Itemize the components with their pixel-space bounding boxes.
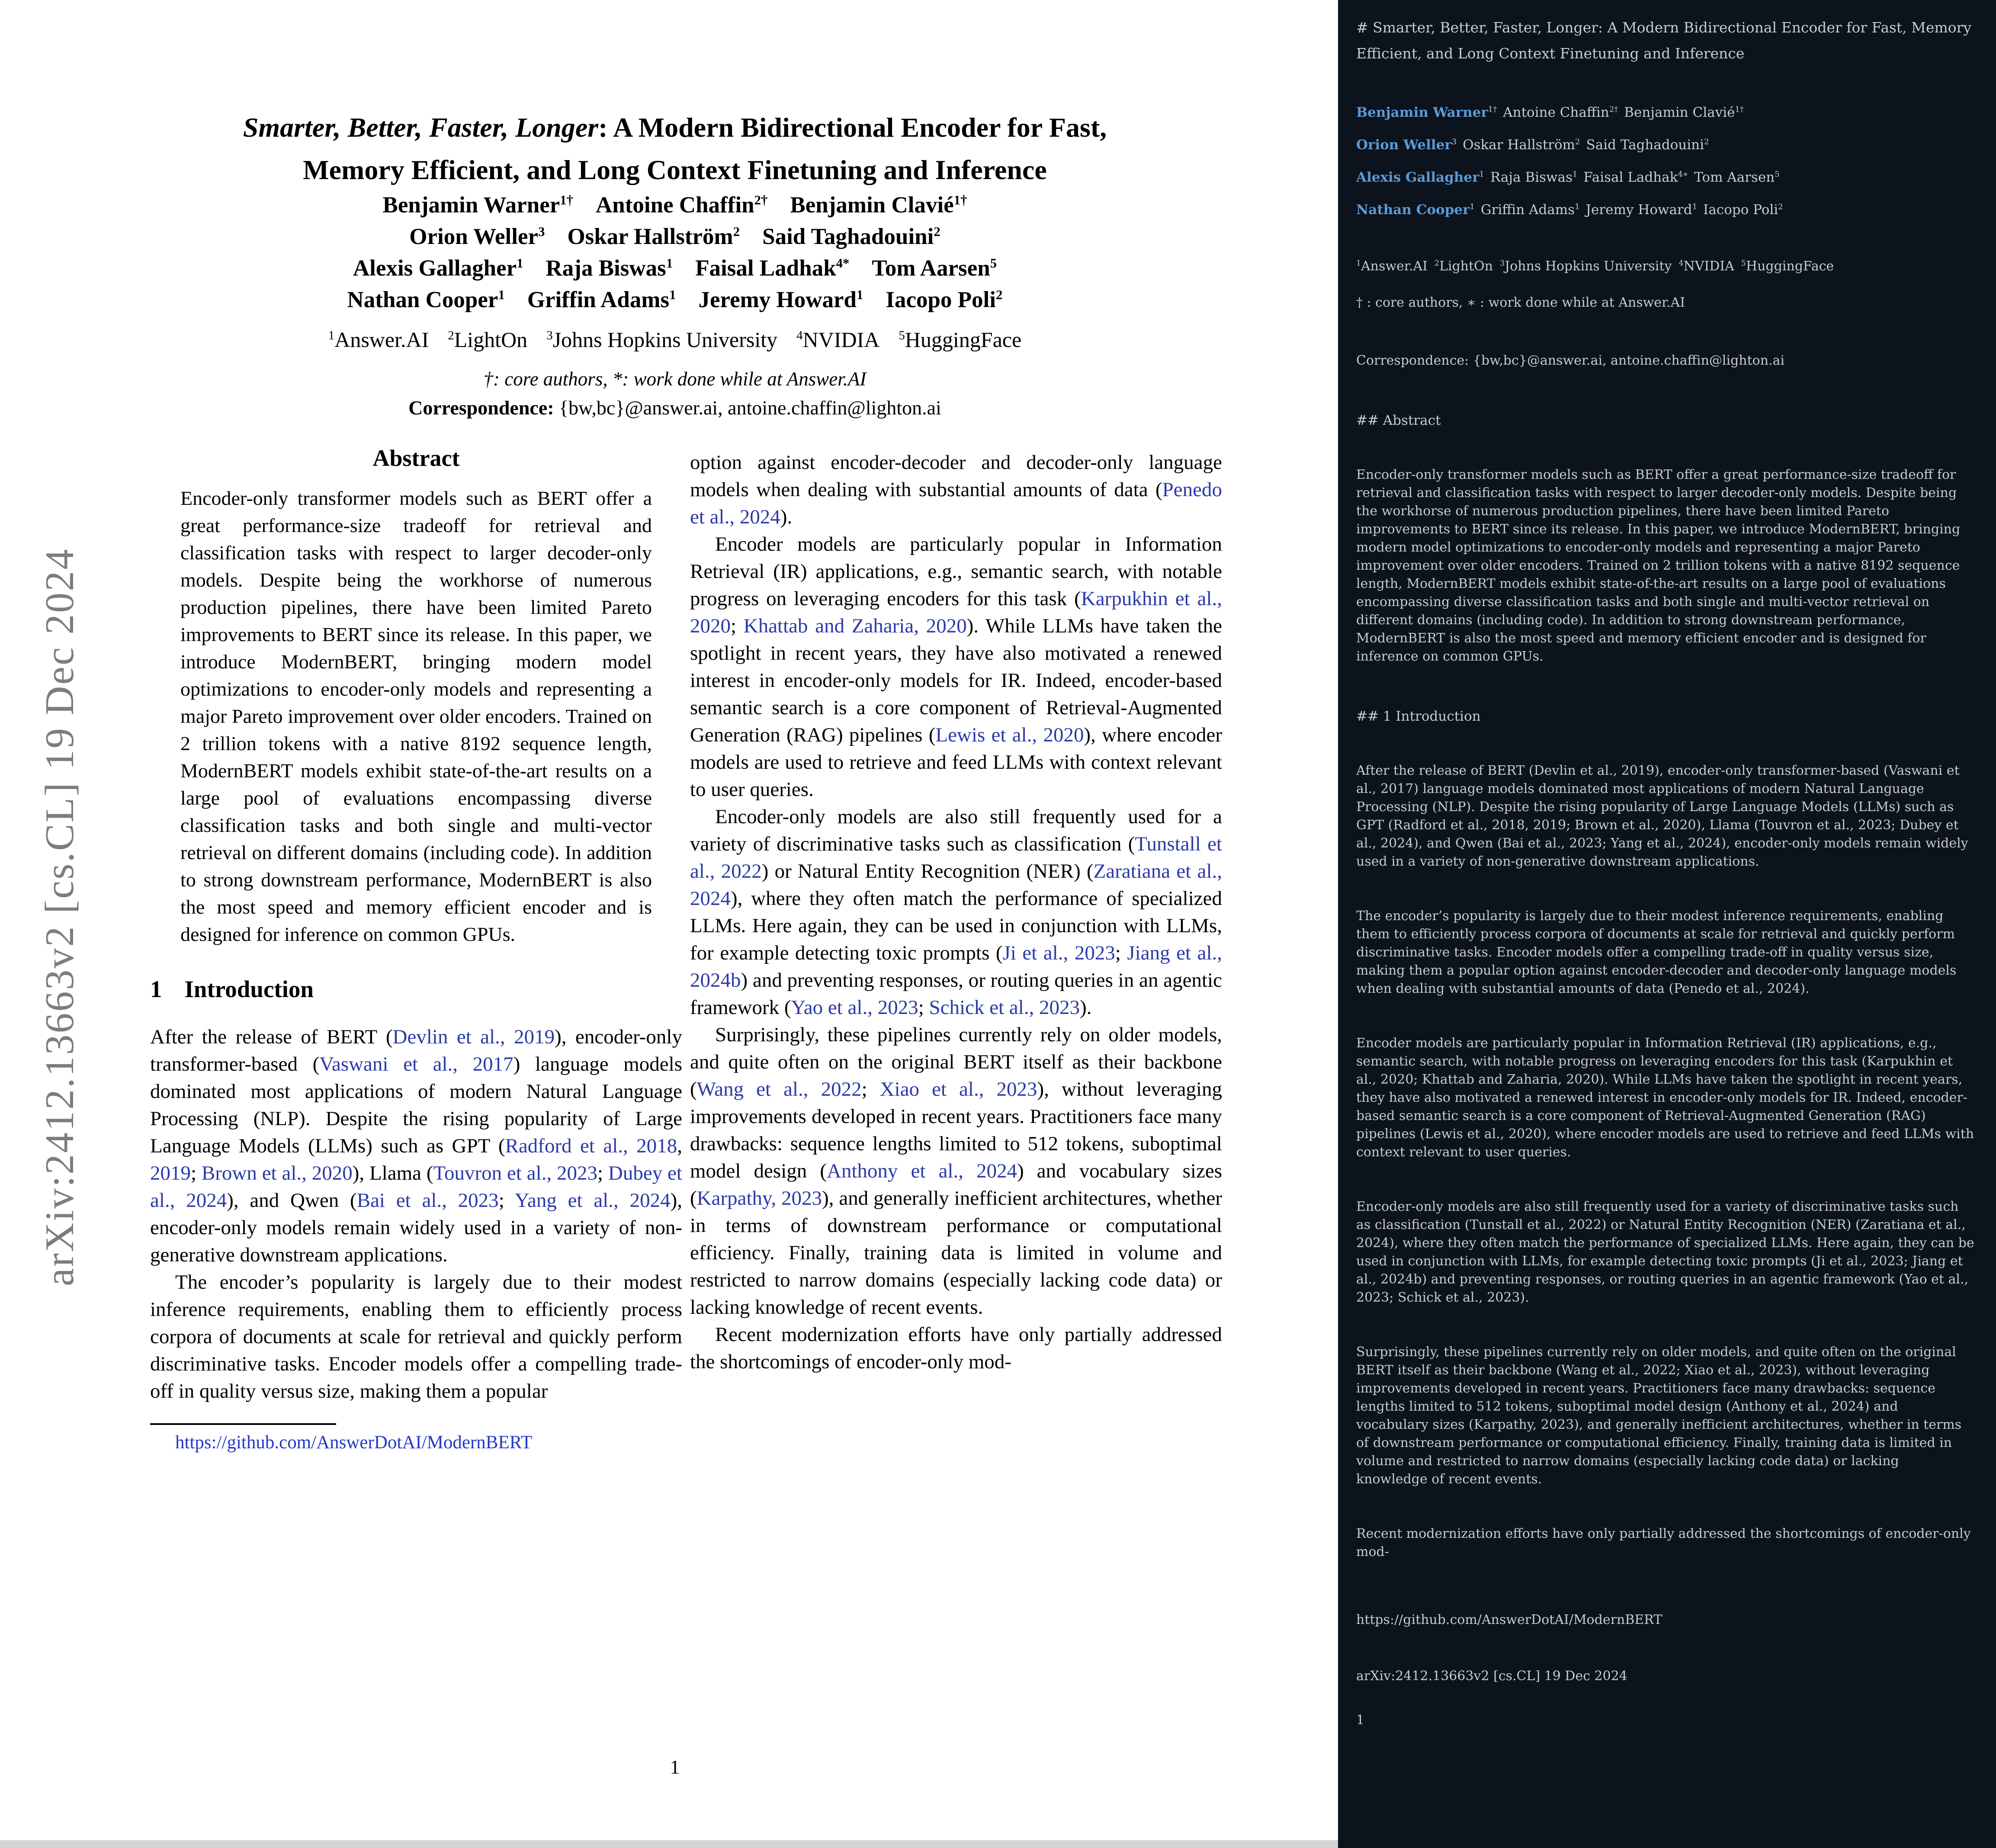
citation-link[interactable]: Anthony et al., 2024: [827, 1160, 1017, 1182]
section-number: 1: [150, 976, 162, 1002]
affiliation: $^3$Johns Hopkins University: [1500, 259, 1672, 274]
paper-title-rest: : A Modern Bidirectional Encoder for Fast,: [598, 112, 1107, 143]
author-name: Alexis Gallagher$^1$: [353, 256, 523, 281]
text-run: ), encoder-only transformer-based (: [150, 1026, 682, 1075]
text-run: ) language models dominated most applications of modern Natural Language Processing (NLP). Despite the rising popularity of Large Language Models (LLMs) such as GPT (: [150, 1053, 682, 1157]
citation-link[interactable]: Wang et al., 2022: [696, 1078, 862, 1100]
text-run: ;: [731, 615, 744, 637]
paper-title: [121, 106, 1229, 191]
author-row: [1356, 135, 1974, 154]
paper-title-line2: Memory Efficient, and Long Context Finetuning and Inference: [303, 154, 1047, 185]
paper-title-italic-part: Smarter, Better, Faster, Longer: [243, 112, 599, 143]
affiliation: $^1$Answer.AI: [328, 327, 429, 352]
md-paragraph-6: Recent modernization efforts have only partially addressed the shortcomings of encoder-only mod-: [1356, 1526, 1971, 1559]
md-paragraph-1: After the release of BERT (Devlin et al., 2019), encoder-only transformer-based (Vaswani et al., 2017) language models dominated most applications of modern Natural Language Processing (NLP). Despite the rising popularity of Large Language Models (LLMs) such as GPT (Radford et al., 2018, 2019; Brown et al., 2020), Llama (Touvron et al., 2023; Dubey et al., 2024), and Qwen (Bai et al., 2023; Yang et al., 2024), encoder-only models remain widely used in a variety of non-generative downstream applications.: [1356, 763, 1968, 869]
text-run: Encoder-only models are also still frequently used for a variety of discriminative tasks such as classification (: [690, 805, 1222, 855]
column2-paragraph-1: [690, 449, 1222, 531]
correspondence-emails: {bw,bc}@answer.ai, antoine.chaffin@lighton.ai: [554, 397, 941, 419]
affiliation: $^2$LightOn: [448, 327, 528, 352]
pdf-right-column: [690, 449, 1222, 1376]
md-paragraph-3: Encoder models are particularly popular in Information Retrieval (IR) applications, e.g., semantic search, with notable progress on leveraging encoders for this task (Karpukhin et al., 2020; Khattab and Zaharia, 2020). While LLMs have taken the spotlight in recent years, they have also motivated a renewed interest in encoder-only models for IR. Indeed, encoder-based semantic search is a core component of Retrieval-Augmented Generation (RAG) pipelines (Lewis et al., 2020), where encoder models are used to retrieve and feed LLMs with context relevant to user queries.: [1356, 1036, 1974, 1160]
citation-link[interactable]: Touvron et al., 2023: [433, 1162, 597, 1184]
citation-link[interactable]: Penedo et al., 2024: [690, 478, 1222, 528]
author-name: Iacopo Poli$^2$: [1703, 202, 1783, 218]
core-authors-note: †: core authors, *: work done while at Answer.AI: [483, 368, 866, 390]
affiliation: $^4$NVIDIA: [796, 327, 880, 352]
affiliation: $^1$Answer.AI: [1356, 259, 1428, 274]
author-block: [121, 189, 1229, 316]
author-row: [121, 189, 1229, 221]
correspondence-label: Correspondence:: [408, 397, 554, 419]
text-run: ) or Natural Entity Recognition (NER) (: [761, 860, 1094, 882]
page-number: 1: [670, 1756, 680, 1778]
author-link[interactable]: Orion Weller$^3$: [1356, 137, 1457, 153]
column2-paragraph-2: [690, 531, 1222, 803]
author-link[interactable]: Nathan Cooper$^1$: [1356, 202, 1475, 218]
md-arxiv-line: arXiv:2412.13663v2 [cs.CL] 19 Dec 2024: [1356, 1668, 1627, 1684]
affiliation: $^5$HuggingFace: [899, 327, 1022, 352]
author-name: Griffin Adams$^1$: [1480, 202, 1580, 218]
affiliation-line: [121, 327, 1229, 352]
md-title: # Smarter, Better, Faster, Longer: A Modern Bidirectional Encoder for Fast, Memory Efficient, and Long Context Finetuning and Inference: [1356, 19, 1972, 62]
author-name: Tom Aarsen$^5$: [1694, 170, 1780, 185]
citation-link[interactable]: Karpathy, 2023: [696, 1187, 822, 1210]
text-run: ), and generally inefficient architectures, whether in terms of downstream performance or computational efficiency. Finally, training data is limited in volume and restricted to narrow domains (especially lacking code data) or lacking knowledge of recent events.: [690, 1187, 1222, 1319]
author-name: Iacopo Poli$^2$: [886, 287, 1003, 312]
author-name: Oskar Hallström$^2$: [567, 224, 740, 249]
github-link[interactable]: https://github.com/AnswerDotAI/ModernBERT: [175, 1432, 533, 1453]
citation-link[interactable]: Jiang et al., 2024b: [690, 942, 1223, 991]
section-title: Introduction: [184, 976, 314, 1002]
author-name: Tom Aarsen$^5$: [872, 256, 997, 281]
arxiv-watermark: arXiv:2412.13663v2 [cs.CL] 19 Dec 2024: [37, 548, 82, 1287]
text-run: ;: [597, 1162, 608, 1184]
text-run: Surprisingly, these pipelines currently rely on older models, and quite often on the original BERT itself as their backbone (: [690, 1023, 1222, 1100]
md-abstract-heading: ## Abstract: [1356, 413, 1441, 428]
column2-paragraph-5: Recent modernization efforts have only partially addressed the shortcomings of encoder-only mod-: [690, 1323, 1222, 1373]
author-link[interactable]: Benjamin Warner$^{1\dagger}$: [1356, 105, 1497, 120]
citation-link[interactable]: 2019: [150, 1162, 191, 1184]
author-name: Raja Biswas$^1$: [546, 256, 673, 281]
author-name: Said Taghadouini$^2$: [762, 224, 940, 249]
citation-link[interactable]: Ji et al., 2023: [1002, 942, 1115, 964]
md-core-authors-note: † : core authors, ∗ : work done while at Answer.AI: [1356, 295, 1685, 310]
text-run: ), and Qwen (: [227, 1189, 357, 1212]
text-run: ), where encoder models are used to retrieve and feed LLMs with context relevant to user queries.: [690, 724, 1222, 801]
md-correspondence-line: Correspondence: {bw,bc}@answer.ai, antoine.chaffin@lighton.ai: [1356, 353, 1785, 368]
citation-link[interactable]: Karpukhin et al., 2020: [690, 587, 1222, 637]
author-name: Antoine Chaffin$^{2\dagger}$: [1503, 105, 1618, 120]
author-name: Jeremy Howard$^1$: [698, 287, 863, 312]
citation-link[interactable]: Xiao et al., 2023: [879, 1078, 1037, 1100]
affiliation: $^4$NVIDIA: [1678, 259, 1734, 274]
citation-link[interactable]: Lewis et al., 2020: [935, 724, 1084, 746]
author-name: Orion Weller$^3$: [409, 224, 545, 249]
text-run: ), Llama (: [352, 1162, 433, 1184]
abstract-text: Encoder-only transformer models such as BERT offer a great performance-size tradeoff for retrieval and classification tasks with respect to larger decoder-only models. Despite being the workhorse of numerous production pipelines, there have been limited Pareto improvements to BERT since its release. In this paper, we introduce ModernBERT, bringing modern model optimizations to encoder-only models and representing a major Pareto improvement over older encoders. Trained on 2 trillion tokens with a native 8192 sequence length, ModernBERT models exhibit state-of-the-art results on a large pool of evaluations encompassing diverse classification tasks and both single and multi-vector retrieval on different domains (including code). In addition to strong downstream performance, ModernBERT is also the most speed and memory efficient encoder and is designed for inference on common GPUs.: [180, 487, 652, 945]
citation-link[interactable]: Bai et al., 2023: [356, 1189, 499, 1212]
citation-link[interactable]: Radford et al., 2018: [505, 1135, 677, 1157]
affiliation: $^5$HuggingFace: [1741, 259, 1834, 274]
introduction-heading: [150, 975, 682, 1003]
citation-link[interactable]: Tunstall et al., 2022: [690, 833, 1222, 882]
author-name: Griffin Adams$^1$: [527, 287, 676, 312]
citation-link[interactable]: Brown et al., 2020: [201, 1162, 353, 1184]
author-name: Benjamin Warner$^{1\dagger}$: [382, 192, 574, 218]
citation-link[interactable]: Schick et al., 2023: [929, 996, 1080, 1019]
pdf-left-column: [150, 445, 682, 1453]
text-run: ), where they often match the performance of specialized LLMs. Here again, they can be used in conjunction with LLMs, for example detecting toxic prompts (: [690, 887, 1222, 964]
text-run: ;: [861, 1078, 880, 1100]
author-row: [1356, 103, 1974, 122]
author-name: Nathan Cooper$^1$: [347, 287, 505, 312]
md-github-url[interactable]: https://github.com/AnswerDotAI/ModernBERT: [1356, 1612, 1662, 1627]
text-run: ;: [1115, 942, 1127, 964]
author-row: [121, 284, 1229, 316]
citation-link[interactable]: Dubey et al., 2024: [150, 1162, 682, 1212]
text-run: ;: [498, 1189, 515, 1212]
author-row: [121, 221, 1229, 253]
abstract-heading: Abstract: [372, 445, 460, 471]
footnote-block: [150, 1423, 682, 1453]
md-introduction-heading: ## 1 Introduction: [1356, 709, 1481, 724]
text-run: ), encoder-only models remain widely used in a variety of non-generative downstream applications.: [150, 1189, 682, 1266]
md-affiliation-line: [1356, 257, 1974, 276]
author-link[interactable]: Alexis Gallagher$^1$: [1356, 170, 1484, 185]
text-run: After the release of BERT (: [150, 1026, 393, 1048]
md-author-block: [1356, 103, 1974, 219]
affiliation: $^3$Johns Hopkins University: [546, 327, 778, 352]
column2-paragraph-3: [690, 803, 1222, 1021]
text-run: ) and vocabulary sizes (: [690, 1160, 1222, 1210]
text-run: Encoder models are particularly popular in Information Retrieval (IR) applications, e.g., semantic search, with notable progress on leveraging encoders for this task (: [690, 533, 1222, 610]
citation-link[interactable]: Yao et al., 2023: [791, 996, 918, 1019]
text-run: ) and preventing responses, or routing queries in an agentic framework (: [690, 969, 1222, 1019]
md-page-number: 1: [1356, 1713, 1365, 1728]
page-edge-strip: [0, 1840, 1338, 1848]
md-paragraph-5: Surprisingly, these pipelines currently rely on older models, and quite often on the original BERT itself as their backbone (Wang et al., 2022; Xiao et al., 2023), without leveraging improvements developed in recent years. Practitioners face many drawbacks: sequence lengths limited to 512 tokens, suboptimal model design (Anthony et al., 2024) and vocabulary sizes (Karpathy, 2023), and generally inefficient architectures, whether in terms of downstream performance or computational efficiency. Finally, training data is limited in volume and restricted to narrow domains (especially lacking code data) or lacking knowledge of recent events.: [1356, 1344, 1962, 1487]
text-run: ).: [1080, 996, 1092, 1019]
author-name: Raja Biswas$^1$: [1490, 170, 1578, 185]
text-run: ). While LLMs have taken the spotlight in recent years, they have also motivated a renewed interest in encoder-only models for IR. Indeed, encoder-based semantic search is a core component of Retrieval-Augmented Generation (RAG) pipelines (: [690, 615, 1222, 746]
citation-link[interactable]: Khattab and Zaharia, 2020: [743, 615, 967, 637]
intro-paragraph-2: The encoder’s popularity is largely due to their modest inference requirements, enabling them to efficiently process corpora of documents at scale for retrieval and quickly perform discriminative tasks. Encoder models offer a compelling trade-off in quality versus size, making them a popular: [150, 1271, 682, 1402]
correspondence-line: [121, 396, 1229, 419]
text-run: ;: [191, 1162, 202, 1184]
author-name: Oskar Hallström$^2$: [1463, 137, 1580, 153]
author-name: Said Taghadouini$^2$: [1586, 137, 1709, 153]
author-name: Antoine Chaffin$^{2\dagger}$: [596, 192, 768, 218]
author-name: Faisal Ladhak$^{4∗}$: [1583, 170, 1688, 185]
text-run: option against encoder-decoder and decoder-only language models when dealing with substantial amounts of data (: [690, 451, 1222, 501]
author-name: Benjamin Clavié$^{1\dagger}$: [1624, 105, 1744, 120]
md-abstract-text: Encoder-only transformer models such as BERT offer a great performance-size tradeoff for retrieval and classification tasks with respect to larger decoder-only models. Despite being the workhorse of numerous production pipelines, there have been limited Pareto improvements to BERT since its release. In this paper, we introduce ModernBERT, bringing modern model optimizations to encoder-only models and representing a major Pareto improvement over older encoders. Trained on 2 trillion tokens with a native 8192 sequence length, ModernBERT models exhibit state-of-the-art results on a large pool of evaluations encompassing diverse classification tasks and both single and multi-vector retrieval on different domains (including code). In addition to strong downstream performance, ModernBERT is also the most speed and memory efficient encoder and is designed for inference on common GPUs.: [1356, 467, 1961, 664]
intro-paragraph-1: [150, 1023, 682, 1269]
affiliation: $^2$LightOn: [1434, 259, 1493, 274]
author-name: Faisal Ladhak$^{4*}$: [695, 256, 850, 281]
author-row: [1356, 168, 1974, 187]
author-name: Jeremy Howard$^1$: [1585, 202, 1698, 218]
author-row: [1356, 200, 1974, 219]
author-row: [121, 253, 1229, 284]
text-run: ).: [780, 506, 793, 528]
citation-link[interactable]: Zaratiana et al., 2024: [690, 860, 1222, 910]
markdown-panel: [1338, 0, 1996, 1848]
md-paragraph-4: Encoder-only models are also still frequently used for a variety of discriminative tasks such as classification (Tunstall et al., 2022) or Natural Entity Recognition (NER) (Zaratiana et al., 2024), where they often match the performance of specialized LLMs. Here again, they can be used in conjunction with LLMs, for example detecting toxic prompts (Ji et al., 2023; Jiang et al., 2024b) and preventing responses, or routing queries in an agentic framework (Yao et al., 2023; Schick et al., 2023).: [1356, 1199, 1974, 1305]
md-paragraph-2: The encoder’s popularity is largely due to their modest inference requirements, enabling them to efficiently process corpora of documents at scale for retrieval and quickly perform discriminative tasks. Encoder models offer a compelling trade-off in quality versus size, making them a popular option against encoder-decoder and decoder-only language models when dealing with substantial amounts of data (Penedo et al., 2024).: [1356, 908, 1957, 996]
citation-link[interactable]: Devlin et al., 2019: [392, 1026, 555, 1048]
citation-link[interactable]: Yang et al., 2024: [514, 1189, 671, 1212]
footnote-rule: [150, 1423, 336, 1425]
column2-paragraph-4: [690, 1021, 1222, 1321]
text-run: ), without leveraging improvements developed in recent years. Practitioners face many drawbacks: sequence lengths limited to 512 tokens, suboptimal model design (: [690, 1078, 1223, 1182]
author-name: Benjamin Clavié$^{1\dagger}$: [790, 192, 967, 218]
text-run: ,: [677, 1135, 682, 1157]
citation-link[interactable]: Vaswani et al., 2017: [319, 1053, 513, 1075]
text-run: ;: [918, 996, 929, 1019]
